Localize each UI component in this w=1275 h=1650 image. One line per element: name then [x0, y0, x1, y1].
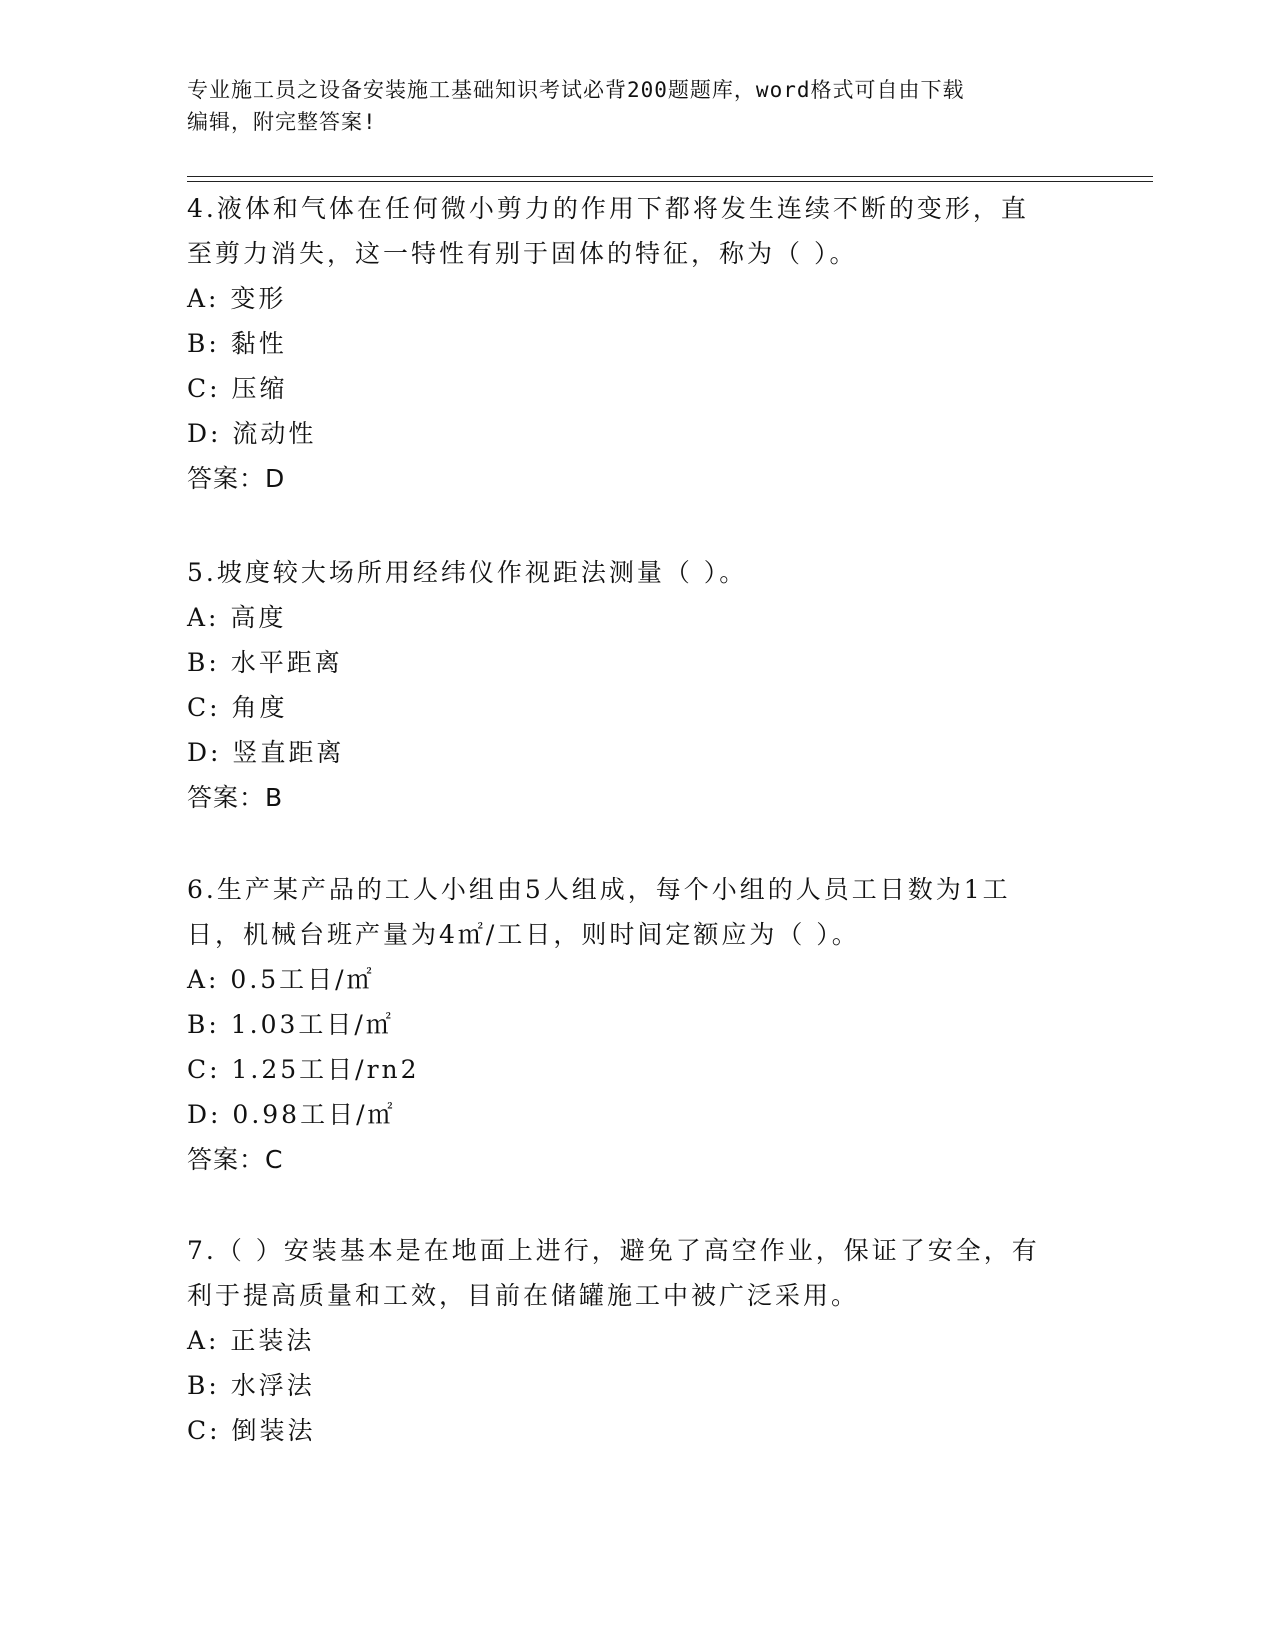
option-d: D: 竖直距离 [187, 738, 345, 767]
question-text-line: 日，机械台班产量为4㎡/工日，则时间定额应为（ ）。 [187, 920, 860, 949]
question-7 [187, 1228, 1067, 1453]
option-b: B: 水平距离 [187, 648, 343, 677]
question-4 [187, 186, 1067, 501]
option-a: A: 正装法 [187, 1326, 315, 1355]
question-text-line: 6.生产某产品的工人小组由5人组成，每个小组的人员工日数为1工 [187, 875, 1011, 904]
header-line-2: 编辑，附完整答案! [187, 110, 377, 134]
header-line-1: 专业施工员之设备安装施工基础知识考试必背200题题库，word格式可自由下载 [187, 78, 965, 102]
option-a: A: 变形 [187, 284, 287, 313]
option-c: C: 1.25工日/rn2 [187, 1055, 420, 1084]
question-text-line: 7.（ ）安装基本是在地面上进行，避免了高空作业，保证了安全，有 [187, 1236, 1040, 1265]
option-a: A: 0.5工日/㎡ [187, 965, 375, 994]
option-d: D: 0.98工日/㎡ [187, 1100, 396, 1129]
option-b: B: 1.03工日/㎡ [187, 1010, 394, 1039]
option-d: D: 流动性 [187, 419, 317, 448]
question-text-line: 4.液体和气体在任何微小剪力的作用下都将发生连续不断的变形，直 [187, 194, 1029, 223]
answer: 答案：B [187, 783, 284, 812]
option-c: C: 倒装法 [187, 1416, 316, 1445]
option-b: B: 黏性 [187, 329, 287, 358]
question-text-line: 至剪力消失，这一特性有别于固体的特征，称为（ ）。 [187, 239, 858, 268]
header-divider-top [187, 176, 1153, 177]
question-text-line: 利于提高质量和工效，目前在储罐施工中被广泛采用。 [187, 1281, 860, 1310]
option-a: A: 高度 [187, 603, 287, 632]
question-text-line: 5.坡度较大场所用经纬仪作视距法测量（ ）。 [187, 558, 748, 587]
question-5 [187, 550, 1067, 820]
question-6 [187, 867, 1067, 1182]
option-c: C: 角度 [187, 693, 288, 722]
answer: 答案：D [187, 464, 286, 493]
answer: 答案：C [187, 1145, 284, 1174]
document-header [187, 74, 1067, 138]
option-c: C: 压缩 [187, 374, 288, 403]
header-divider-bottom [187, 181, 1153, 182]
option-b: B: 水浮法 [187, 1371, 315, 1400]
